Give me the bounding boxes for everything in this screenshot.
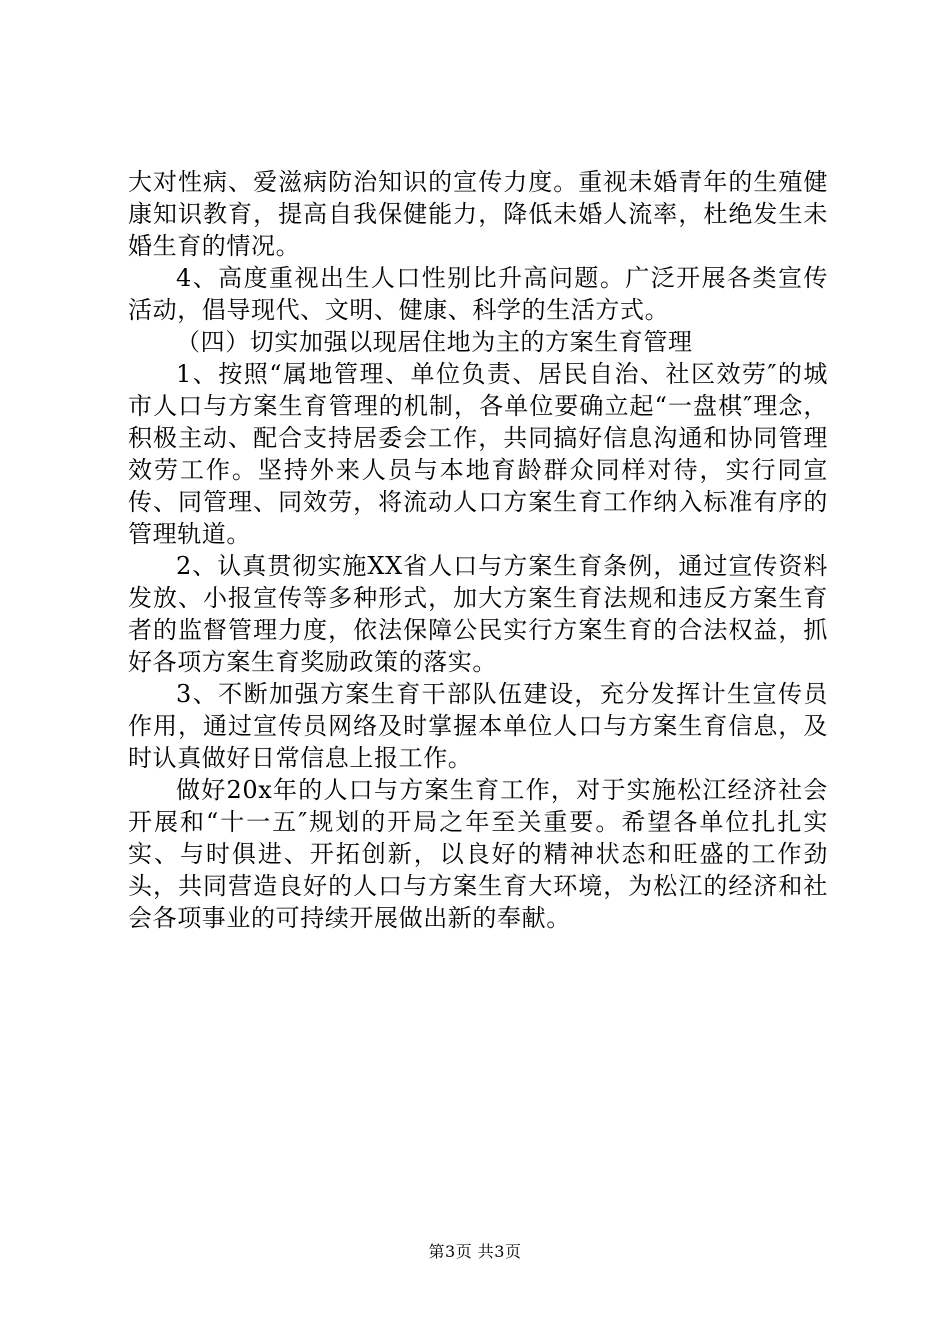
paragraph-continuation: 大对性病、爱滋病防治知识的宣传力度。重视未婚青年的生殖健康知识教育，提高自我保健能力，降低未婚人流率，杜绝发生未婚生育的情况。 [128, 168, 828, 260]
page-number-footer: 第3页 共3页 [428, 1242, 522, 1261]
paragraph-item-2: 2、认真贯彻实施XX省人口与方案生育条例，通过宣传资料发放、小报宣传等多种形式，加大方案生育法规和违反方案生育者的监督管理力度，依法保障公民实行方案生育的合法权益，抓好各项方案生育奖励政策的落实。 [128, 552, 828, 676]
paragraph-item-4: 4、高度重视出生人口性别比升高问题。广泛开展各类宣传活动，倡导现代、文明、健康、科学的生活方式。 [128, 264, 828, 324]
paragraph-conclusion: 做好20x年的人口与方案生育工作，对于实施松江经济社会开展和“十一五″规划的开局之年至关重要。希望各单位扎扎实实、与时俱进、开拓创新，以良好的精神状态和旺盛的工作劲头，共同营造良好的人口与方案生育大环境，为松江的经济和社会各项事业的可持续开展做出新的奉献。 [128, 776, 828, 932]
paragraph-item-3: 3、不断加强方案生育干部队伍建设，充分发挥计生宣传员作用，通过宣传员网络及时掌握本单位人口与方案生育信息，及时认真做好日常信息上报工作。 [128, 680, 828, 772]
section-heading-4: （四）切实加强以现居住地为主的方案生育管理 [176, 328, 693, 356]
paragraph-item-1: 1、按照“属地管理、单位负责、居民自治、社区效劳″的城市人口与方案生育管理的机制，各单位要确立起“一盘棋″理念，积极主动、配合支持居委会工作，共同搞好信息沟通和协同管理效劳工作。坚持外来人员与本地育龄群众同样对待，实行同宣传、同管理、同效劳，将流动人口方案生育工作纳入标准有序的管理轨道。 [128, 360, 828, 548]
document-body [128, 166, 828, 934]
